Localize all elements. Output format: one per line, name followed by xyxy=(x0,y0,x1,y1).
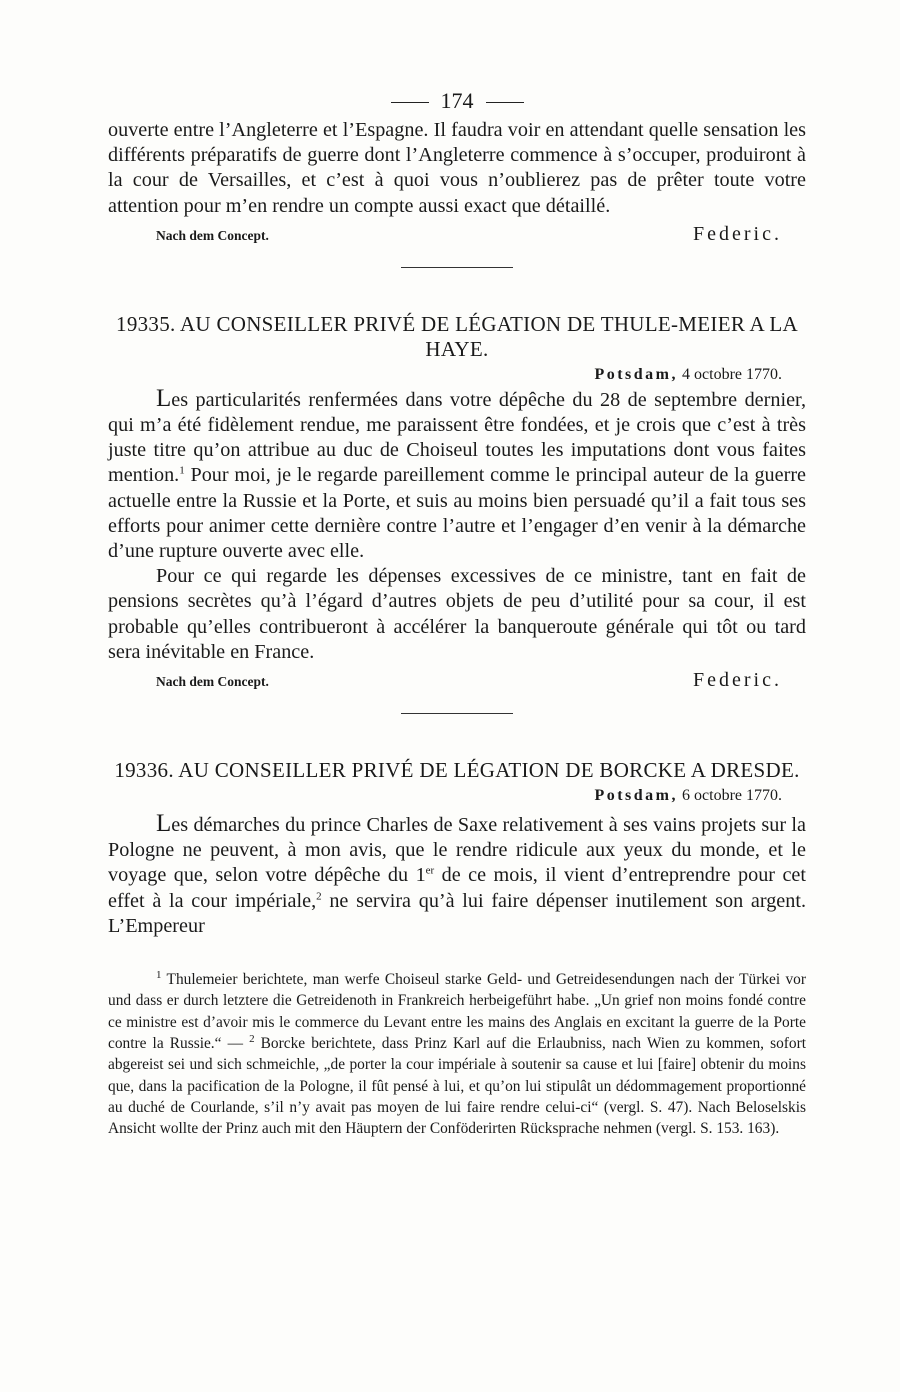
paragraph-text: es particularités renfermées dans votre dépêche du 28 de septembre dernier, qui m’a été fidèlement rendue, me paraissent être fondées, et je crois que c’est à très juste titre qu’on attribue au duc de Choiseul toutes les imputations dont vous faites mention. xyxy=(108,388,806,487)
section-divider xyxy=(401,267,513,268)
dateline-date: 4 octobre 1770. xyxy=(682,365,782,383)
paragraph-text: Pour moi, je le regarde pareillement comme le principal auteur de la guerre actuelle entre la Russie et la Porte, et suis au moins bien persuadé qu’il a fait tous ses efforts pour animer cette dernière contre l’autre et l’engager d’en venir à la démarche d’une rupture ouverte avec elle. xyxy=(108,464,806,563)
initial-letter: L xyxy=(156,384,172,412)
footnote-marker: 2 xyxy=(249,1032,255,1045)
continuation-paragraph: ouverte entre l’Angleterre et l’Espagne. Il faudra voir en attendant quelle sensation les différents préparatifs de guerre dont l’Angleterre commence à s’occuper, produiront à la cour de Versailles, et c’est à quoi vous n’oublierez pas de prêter toute votre attention pour m’en rendre un compte aussi exact que détaillé. xyxy=(108,119,806,217)
superscript: er xyxy=(425,864,435,877)
dateline-place: Potsdam, xyxy=(594,365,679,383)
footnote-marker: 1 xyxy=(156,968,162,981)
footnote-ref: 2 xyxy=(316,889,322,902)
signature: Federic. xyxy=(693,222,782,245)
footnote-text xyxy=(108,969,806,1139)
page-header xyxy=(108,84,806,118)
signature-line-1 xyxy=(108,223,806,246)
letter-paragraph: Pour ce qui regarde les dépenses excessives de ce ministre, tant en fait de pensions secrètes qu’à l’égard d’autres objets de peu d’utilité pour sa cour, il est probable qu’elles contribueront à accélérer la banqueroute générale qui tôt ou tard sera inévitable en France. xyxy=(108,565,806,663)
letter-dateline-19336 xyxy=(108,787,806,805)
footnotes xyxy=(108,969,806,1139)
source-note: Nach dem Concept. xyxy=(156,674,269,690)
source-note: Nach dem Concept. xyxy=(156,227,269,243)
letter-title-19336: 19336. AU CONSEILLER PRIVÉ DE LÉGATION DE BORCKE A DRESDE. xyxy=(114,758,800,783)
signature: Federic. xyxy=(693,669,782,692)
footnote-body: Thulemeier berichtete, man werfe Choiseul starke Geld- und Getreidesendungen nach der Türkei vor und dass er durch letztere die Getreidenoth in Frankreich herbeigeführt habe. „Un grief non moins fondé contre ce ministre est d’avoir mis le commerce du Levant entre les mains des Anglais en excitant la guerre de la Porte contre la Russie.“ — xyxy=(108,971,806,1052)
footnote-ref: 1 xyxy=(179,464,185,477)
document-page xyxy=(108,84,806,1139)
header-dash-right xyxy=(486,102,524,103)
page-number: 174 xyxy=(440,88,474,113)
letter-paragraph xyxy=(108,386,806,564)
paragraph-text: de ce mois, il vient d’entreprendre pour cet effet à la cour impériale, xyxy=(108,864,806,912)
paragraph-text: es démarches du prince Charles de Saxe relativement à ses vains projets sur la Pologne ne peuvent, à mon avis, que le rendre ridicule aux yeux du monde, et le voyage que, selon votre dépêche du 1 xyxy=(108,814,806,887)
footnote-body: Borcke berichtete, dass Prinz Karl auf die Erlaubniss, nach Wien zu kommen, sofort abgereist sei und sich schmeichle, „de porter la cour impériale à soutenir sa cause et lui [faire] obtenir du moins que, dans la pacification de la Pologne, il fût pensé à lui, et qu’on lui stipulât un dédommagement proportionné au duché de Courlande, s’il n’y avait pas moyen de lui faire rendre celui-ci“ (vergl. S. 47). Nach Beloselskis Ansicht wollte der Prinz auch mit den Häuptern der Conföderirten Rücksprache nehmen (vergl. S. 153. 163). xyxy=(108,1034,806,1138)
initial-letter: L xyxy=(156,810,172,838)
dateline-place: Potsdam, xyxy=(594,787,679,805)
section-divider xyxy=(401,713,513,714)
dateline-date: 6 octobre 1770. xyxy=(682,787,782,805)
letter-dateline-19335 xyxy=(108,366,806,384)
signature-line-2 xyxy=(108,669,806,692)
paragraph-text: ne servira qu’à lui faire dépenser inutilement son argent. L’Empereur xyxy=(108,889,806,937)
letter-title-19335: 19335. AU CONSEILLER PRIVÉ DE LÉGATION DE THULE-MEIER A LA HAYE. xyxy=(116,311,798,361)
header-dash-left xyxy=(391,102,429,103)
letter-paragraph xyxy=(108,811,806,939)
